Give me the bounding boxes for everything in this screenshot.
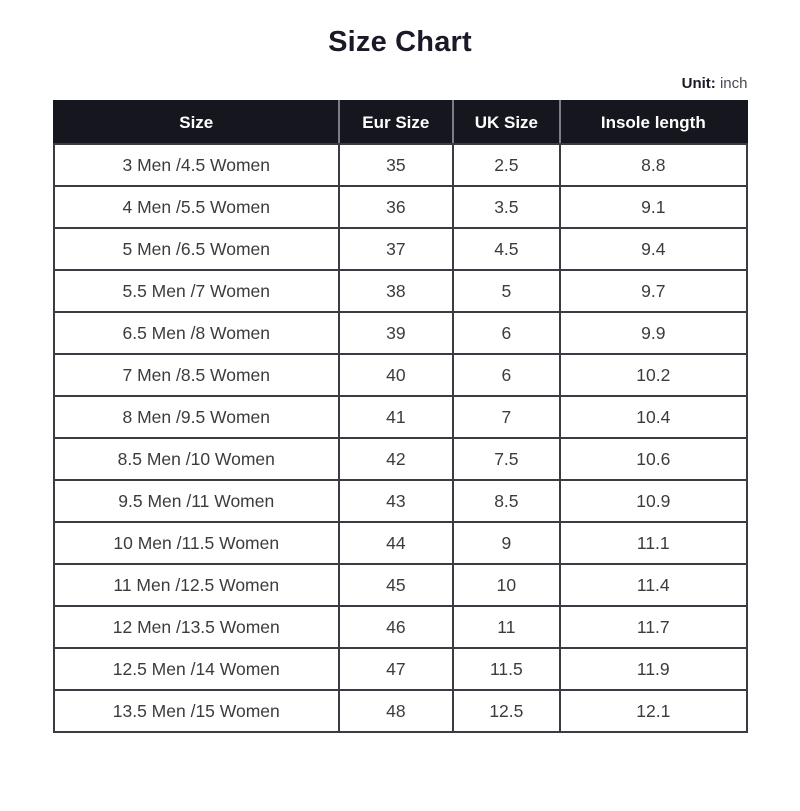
table-cell-uk-size: 6: [453, 354, 560, 396]
table-cell-size: 5 Men /6.5 Women: [54, 228, 340, 270]
table-cell-eur-size: 42: [339, 438, 453, 480]
table-cell-eur-size: 39: [339, 312, 453, 354]
table-cell-uk-size: 12.5: [453, 690, 560, 732]
table-cell-insole-length: 9.4: [560, 228, 746, 270]
table-cell-eur-size: 36: [339, 186, 453, 228]
table-header: [54, 101, 747, 144]
table-cell-insole-length: 11.7: [560, 606, 746, 648]
table-cell-uk-size: 4.5: [453, 228, 560, 270]
table-cell-size: 8 Men /9.5 Women: [54, 396, 340, 438]
table-cell-size: 10 Men /11.5 Women: [54, 522, 340, 564]
unit-label: Unit:: [681, 75, 716, 92]
table-cell-uk-size: 11.5: [453, 648, 560, 690]
table-row: [54, 564, 747, 606]
table-cell-eur-size: 37: [339, 228, 453, 270]
table-cell-size: 6.5 Men /8 Women: [54, 312, 340, 354]
table-cell-size: 5.5 Men /7 Women: [54, 270, 340, 312]
table-cell-insole-length: 8.8: [560, 144, 746, 186]
table-cell-eur-size: 46: [339, 606, 453, 648]
table-cell-insole-length: 10.4: [560, 396, 746, 438]
table-cell-uk-size: 9: [453, 522, 560, 564]
table-cell-eur-size: 35: [339, 144, 453, 186]
table-cell-uk-size: 10: [453, 564, 560, 606]
table-cell-uk-size: 11: [453, 606, 560, 648]
table-row: [54, 270, 747, 312]
table-row: [54, 186, 747, 228]
table-cell-insole-length: 11.4: [560, 564, 746, 606]
table-cell-insole-length: 10.9: [560, 480, 746, 522]
table-cell-uk-size: 5: [453, 270, 560, 312]
header-cell-uk-size: UK Size: [453, 101, 560, 144]
header-cell-eur-size: Eur Size: [339, 101, 453, 144]
table-cell-insole-length: 10.6: [560, 438, 746, 480]
table-cell-eur-size: 40: [339, 354, 453, 396]
unit-line: [53, 75, 748, 92]
table-cell-eur-size: 44: [339, 522, 453, 564]
table-row: [54, 312, 747, 354]
table-cell-size: 7 Men /8.5 Women: [54, 354, 340, 396]
table-cell-eur-size: 41: [339, 396, 453, 438]
table-cell-size: 12 Men /13.5 Women: [54, 606, 340, 648]
table-cell-eur-size: 43: [339, 480, 453, 522]
table-cell-eur-size: 45: [339, 564, 453, 606]
table-body: [54, 144, 747, 732]
table-cell-uk-size: 2.5: [453, 144, 560, 186]
header-cell-size: Size: [54, 101, 340, 144]
table-cell-size: 12.5 Men /14 Women: [54, 648, 340, 690]
table-cell-insole-length: 12.1: [560, 690, 746, 732]
table-row: [54, 606, 747, 648]
table-row: [54, 354, 747, 396]
table-cell-uk-size: 6: [453, 312, 560, 354]
table-cell-size: 3 Men /4.5 Women: [54, 144, 340, 186]
table-row: [54, 648, 747, 690]
table-cell-uk-size: 3.5: [453, 186, 560, 228]
table-cell-size: 13.5 Men /15 Women: [54, 690, 340, 732]
table-cell-eur-size: 48: [339, 690, 453, 732]
unit-value: inch: [719, 75, 748, 92]
page-title: Size Chart: [328, 26, 472, 58]
table-row: [54, 522, 747, 564]
table-cell-insole-length: 9.1: [560, 186, 746, 228]
table-cell-eur-size: 38: [339, 270, 453, 312]
table-row: [54, 144, 747, 186]
table-cell-size: 9.5 Men /11 Women: [54, 480, 340, 522]
header-cell-insole-length: Insole length: [560, 101, 746, 144]
header-row: [54, 101, 747, 144]
table-row: [54, 690, 747, 732]
table-cell-uk-size: 7.5: [453, 438, 560, 480]
table-cell-eur-size: 47: [339, 648, 453, 690]
table-cell-insole-length: 9.9: [560, 312, 746, 354]
table-cell-size: 8.5 Men /10 Women: [54, 438, 340, 480]
table-cell-insole-length: 10.2: [560, 354, 746, 396]
size-chart-table: [53, 100, 748, 733]
table-row: [54, 480, 747, 522]
table-row: [54, 396, 747, 438]
table-cell-insole-length: 11.1: [560, 522, 746, 564]
table-cell-insole-length: 11.9: [560, 648, 746, 690]
table-cell-insole-length: 9.7: [560, 270, 746, 312]
table-cell-size: 4 Men /5.5 Women: [54, 186, 340, 228]
table-cell-size: 11 Men /12.5 Women: [54, 564, 340, 606]
table-row: [54, 228, 747, 270]
table-row: [54, 438, 747, 480]
table-cell-uk-size: 7: [453, 396, 560, 438]
table-cell-uk-size: 8.5: [453, 480, 560, 522]
